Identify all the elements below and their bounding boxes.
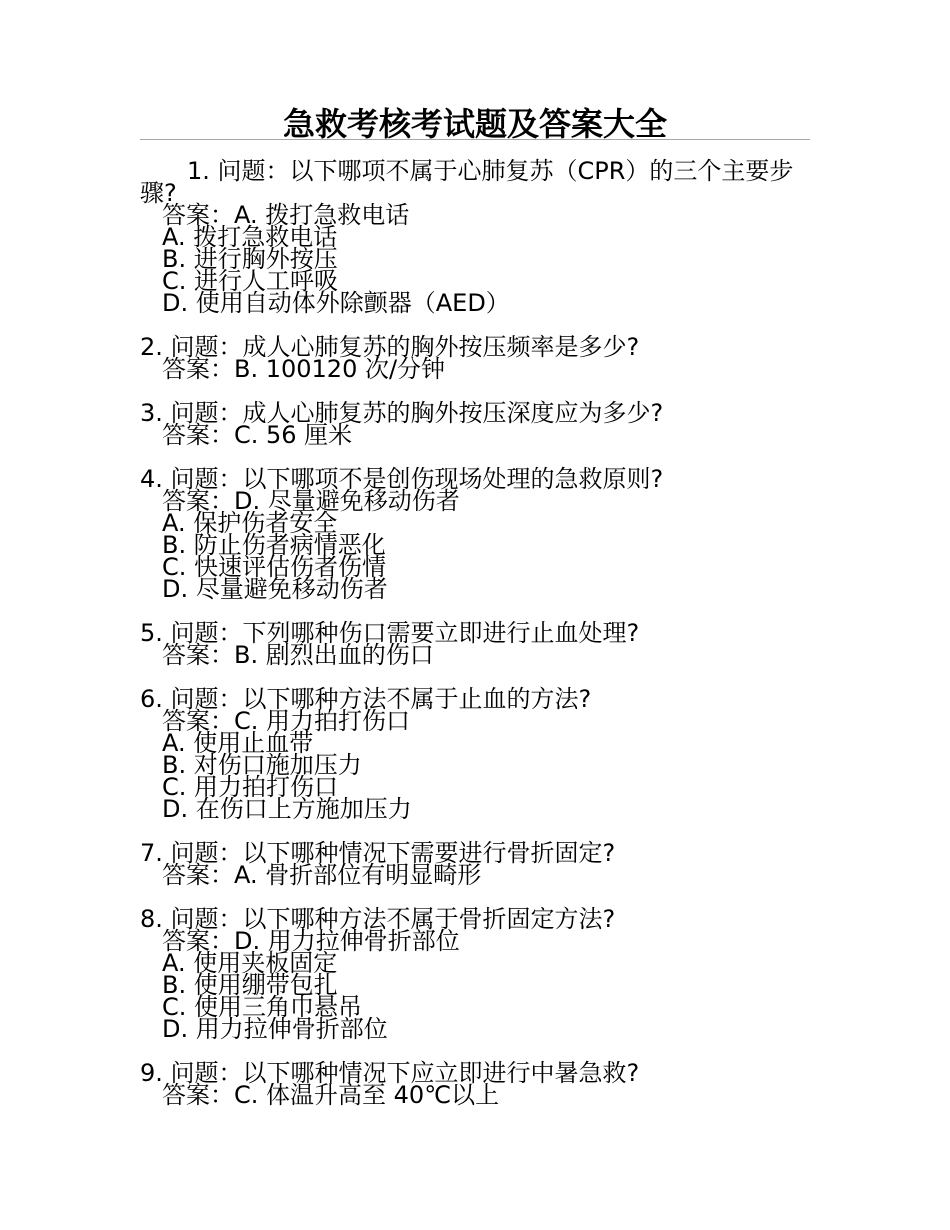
answer-text: 答案：C. 体温升高至 40℃以上 [162,1081,500,1109]
question-text: 2. 问题：成人心肺复苏的胸外按压频率是多少? [140,333,640,361]
answer-text: 答案：D. 用力拉伸骨折部位 [162,927,460,955]
question-text: 1. 问题：以下哪项不属于心肺复苏（CPR）的三个主要步骤? [140,157,794,207]
answer-text: 答案：D. 尽量避免移动伤者 [162,487,460,515]
question-item-4 [140,465,812,603]
option-d: D. 用力拉伸骨折部位 [162,1015,388,1043]
answer-text: 答案：C. 用力拍打伤口 [162,707,411,735]
question-text: 5. 问题：下列哪种伤口需要立即进行止血处理? [140,619,640,647]
option-d: D. 使用自动体外除颤器（AED） [162,289,510,317]
question-item-1 [140,157,812,317]
answer-text: 答案：B. 100120 次/分钟 [162,355,446,383]
option-d: D. 在伤口上方施加压力 [162,795,412,823]
option-d: D. 尽量避免移动伤者 [162,575,388,603]
option-b: B. 对伤口施加压力 [162,751,362,779]
question-item-9 [140,1059,812,1109]
question-text: 9. 问题：以下哪种情况下应立即进行中暑急救? [140,1059,640,1087]
option-a: A. 拨打急救电话 [162,223,338,251]
question-item-3 [140,399,812,449]
page-title: 急救考核考试题及答案大全 [282,105,667,143]
question-item-6 [140,685,812,823]
option-c: C. 用力拍打伤口 [162,773,339,801]
question-text: 3. 问题：成人心肺复苏的胸外按压深度应为多少? [140,399,664,427]
option-a: A. 保护伤者安全 [162,509,338,537]
question-item-8 [140,905,812,1043]
option-b: B. 防止伤者病情恶化 [162,531,386,559]
question-list [140,157,812,1128]
option-a: A. 使用止血带 [162,729,314,757]
option-c: C. 进行人工呼吸 [162,267,339,295]
question-text: 8. 问题：以下哪种方法不属于骨折固定方法? [140,905,616,933]
question-item-2 [140,333,812,383]
question-item-7 [140,839,812,889]
answer-text: 答案：C. 56 厘米 [162,421,353,449]
option-b: B. 使用绷带包扎 [162,971,338,999]
answer-text: 答案：A. 骨折部位有明显畸形 [162,861,482,889]
question-text: 4. 问题：以下哪项不是创伤现场处理的急救原则? [140,465,664,493]
title-underline [140,139,810,140]
question-text: 6. 问题：以下哪种方法不属于止血的方法? [140,685,592,713]
question-item-5 [140,619,812,669]
question-text: 7. 问题：以下哪种情况下需要进行骨折固定? [140,839,616,867]
option-c: C. 使用三角巾悬吊 [162,993,363,1021]
answer-text: 答案：A. 拨打急救电话 [162,201,410,229]
option-a: A. 使用夹板固定 [162,949,338,977]
option-c: C. 快速评估伤者伤情 [162,553,387,581]
answer-text: 答案：B. 剧烈出血的伤口 [162,641,434,669]
option-b: B. 进行胸外按压 [162,245,338,273]
